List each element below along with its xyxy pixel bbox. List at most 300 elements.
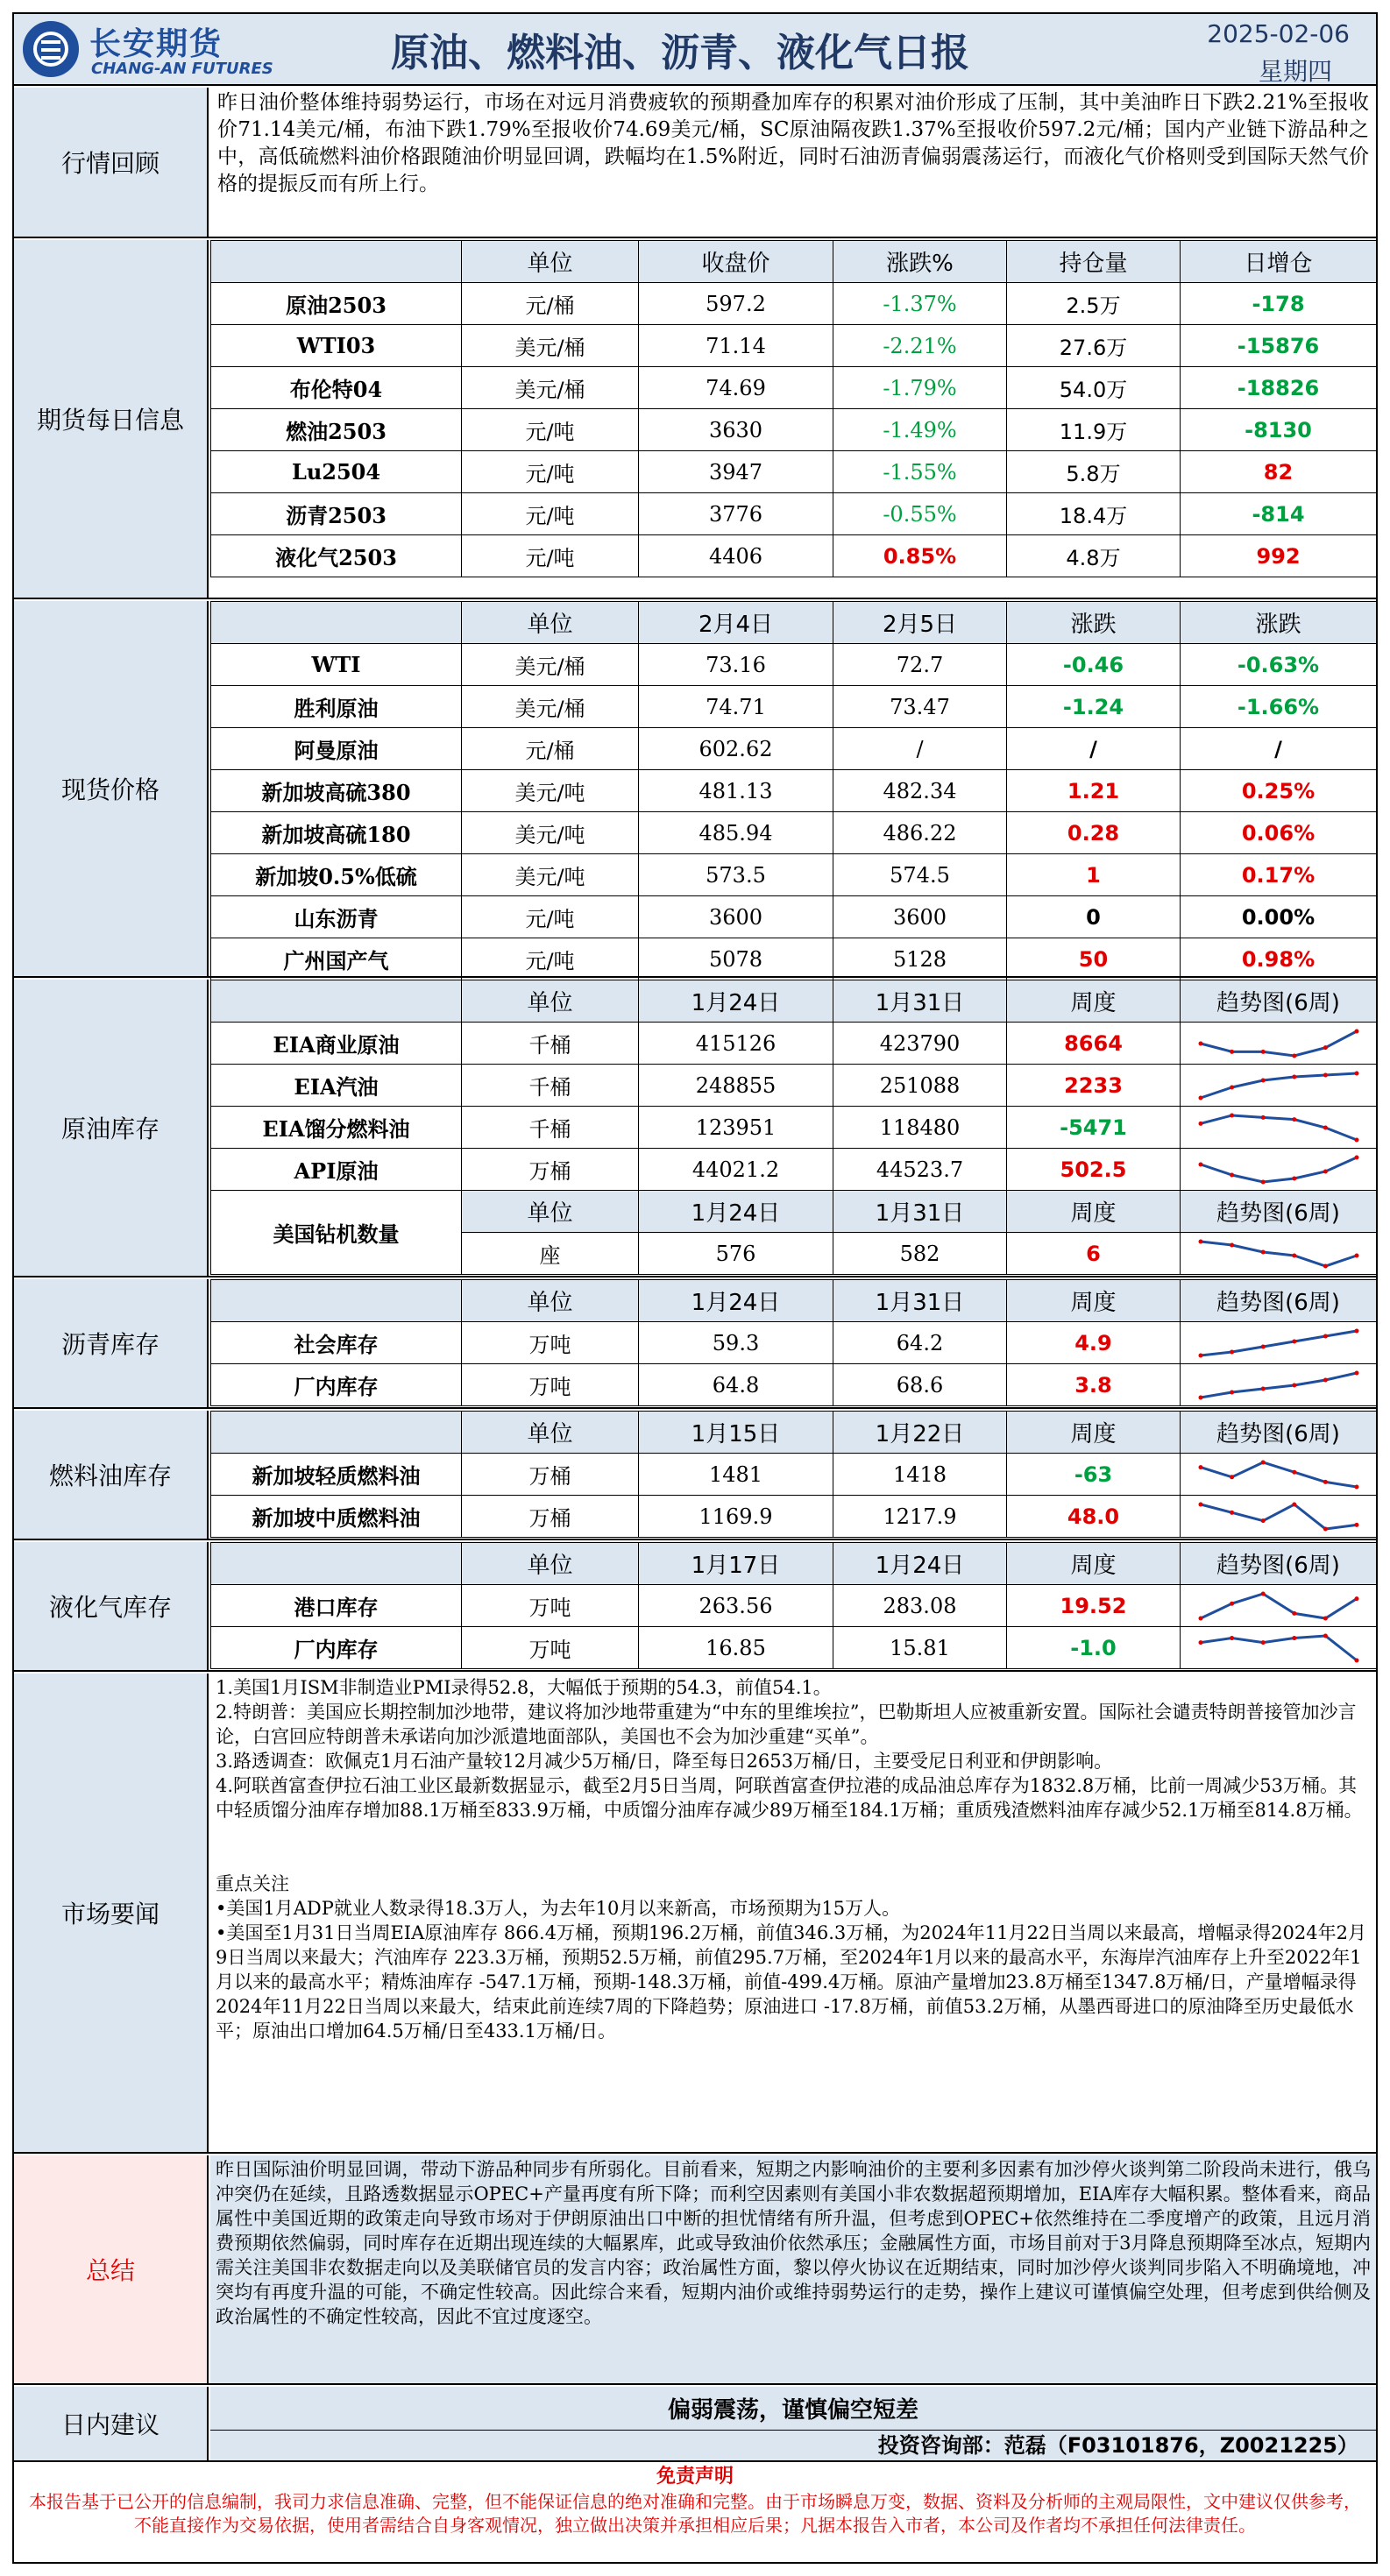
table-row xyxy=(211,325,1377,367)
sparkline-svg xyxy=(1195,1589,1362,1624)
unit-cell: 美元/桶 xyxy=(462,367,639,409)
price-day2: / xyxy=(833,728,1007,770)
inventory-name: 厂内库存 xyxy=(211,1364,462,1406)
open-interest: 11.9万 xyxy=(1007,409,1181,451)
inventory-week1: 44021.2 xyxy=(639,1149,833,1191)
section-label: 行情回顾 xyxy=(14,88,209,237)
column-header: 单位 xyxy=(462,1280,639,1322)
section-market-news xyxy=(14,1674,1376,2154)
sparkline-line xyxy=(1201,1462,1357,1487)
futures-table xyxy=(210,240,1377,577)
contract-name: 原油2503 xyxy=(211,283,462,325)
price-change: 1.21 xyxy=(1007,770,1181,812)
column-header: 趋势图(6周) xyxy=(1181,1543,1377,1585)
table-row xyxy=(211,1454,1377,1496)
price-day1: 73.16 xyxy=(639,644,833,686)
unit-cell: 美元/桶 xyxy=(462,686,639,728)
sparkline-point xyxy=(1260,1460,1265,1464)
sparkline-line xyxy=(1201,1504,1357,1529)
sparkline-point xyxy=(1323,1616,1327,1620)
change-percent: -0.55% xyxy=(833,493,1007,535)
inventory-week1: 1169.9 xyxy=(639,1496,833,1538)
daily-oi-change: -178 xyxy=(1181,283,1377,325)
sparkline-point xyxy=(1323,1125,1327,1129)
price-day2: 3600 xyxy=(833,896,1007,938)
sparkline-point xyxy=(1230,1113,1234,1117)
unit-cell: 万桶 xyxy=(462,1149,639,1191)
weekly-change: 19.52 xyxy=(1007,1585,1181,1627)
news-item: 1.美国1月ISM非制造业PMI录得52.8，大幅低于预期的54.3，前值54.1。 xyxy=(216,1677,832,1698)
column-header xyxy=(211,1543,462,1585)
column-header: 1月24日 xyxy=(833,1543,1007,1585)
sparkline-point xyxy=(1260,1115,1265,1119)
inventory-week1: 123951 xyxy=(639,1107,833,1149)
sparkline-line xyxy=(1201,1636,1357,1660)
inventory-week1: 1481 xyxy=(639,1454,833,1496)
table-row xyxy=(211,283,1377,325)
column-header: 周度 xyxy=(1007,980,1181,1023)
sparkline-point xyxy=(1198,1095,1202,1100)
column-header xyxy=(211,1280,462,1322)
price-change-percent: / xyxy=(1181,728,1377,770)
table-row xyxy=(211,644,1377,686)
report-title: 原油、燃料油、沥青、液化气日报 xyxy=(391,31,969,75)
inventory-week2: 44523.7 xyxy=(833,1149,1007,1191)
unit-cell: 元/桶 xyxy=(462,283,639,325)
inventory-name: EIA汽油 xyxy=(211,1065,462,1107)
table-row xyxy=(211,812,1377,854)
unit-cell: 元/吨 xyxy=(462,493,639,535)
inventory-week2: 118480 xyxy=(833,1107,1007,1149)
weekly-change: 4.9 xyxy=(1007,1322,1181,1364)
trend-sparkline xyxy=(1181,1149,1377,1191)
sparkline-point xyxy=(1292,1610,1296,1615)
open-interest: 4.8万 xyxy=(1007,535,1181,577)
sparkline-point xyxy=(1292,1502,1296,1506)
sparkline-point xyxy=(1198,1162,1202,1166)
sparkline-point xyxy=(1198,1041,1202,1045)
daily-oi-change: -8130 xyxy=(1181,409,1377,451)
column-header: 周度 xyxy=(1007,1191,1181,1233)
inventory-week2: 423790 xyxy=(833,1023,1007,1065)
contract-name: WTI03 xyxy=(211,325,462,367)
price-change: -1.24 xyxy=(1007,686,1181,728)
daily-oi-change: -15876 xyxy=(1181,325,1377,367)
column-header: 2月4日 xyxy=(639,602,833,644)
close-price: 3947 xyxy=(639,451,833,493)
inventory-name: 厂内库存 xyxy=(211,1627,462,1669)
close-price: 3630 xyxy=(639,409,833,451)
inventory-week1: 415126 xyxy=(639,1023,833,1065)
sparkline-point xyxy=(1354,1029,1358,1033)
logo-chinese-name: 长安期货 xyxy=(89,26,223,62)
sparkline-line xyxy=(1201,1031,1357,1056)
contract-name: 布伦特04 xyxy=(211,367,462,409)
sparkline-point xyxy=(1230,1172,1234,1177)
table-row xyxy=(211,1585,1377,1627)
column-header: 1月24日 xyxy=(639,1191,833,1233)
section-label: 原油库存 xyxy=(14,980,209,1276)
inventory-name: EIA商业原油 xyxy=(211,1023,462,1065)
trend-sparkline xyxy=(1181,1233,1377,1275)
inventory-week1: 248855 xyxy=(639,1065,833,1107)
sparkline-point xyxy=(1230,1390,1234,1394)
change-percent: 0.85% xyxy=(833,535,1007,577)
table-row xyxy=(211,367,1377,409)
consultant-info: 投资咨询部：范磊（F03101876，Z0021225） xyxy=(210,2431,1376,2460)
column-header: 1月31日 xyxy=(833,980,1007,1023)
unit-cell: 万桶 xyxy=(462,1496,639,1538)
sparkline-point xyxy=(1260,1249,1265,1254)
section-summary xyxy=(14,2155,1376,2385)
price-change-percent: -1.66% xyxy=(1181,686,1377,728)
trend-sparkline xyxy=(1181,1454,1377,1496)
sparkline-point xyxy=(1230,1475,1234,1479)
sparkline-line xyxy=(1201,1373,1357,1398)
unit-cell: 美元/吨 xyxy=(462,770,639,812)
sparkline-point xyxy=(1323,1263,1327,1268)
sparkline-svg xyxy=(1195,1368,1362,1403)
unit-cell: 美元/桶 xyxy=(462,325,639,367)
section-asphalt-inventory xyxy=(14,1279,1376,1409)
inventory-name: EIA馏分燃料油 xyxy=(211,1107,462,1149)
sparkline-point xyxy=(1354,1596,1358,1601)
unit-cell: 万吨 xyxy=(462,1585,639,1627)
sparkline-point xyxy=(1292,1053,1296,1058)
trend-sparkline xyxy=(1181,1065,1377,1107)
table-row xyxy=(211,409,1377,451)
company-logo-icon xyxy=(23,21,79,77)
sparkline-point xyxy=(1230,1636,1234,1640)
table-header-row xyxy=(211,241,1377,283)
sparkline-point xyxy=(1354,1253,1358,1257)
price-day1: 485.94 xyxy=(639,812,833,854)
column-header: 单位 xyxy=(462,1191,639,1233)
open-interest: 5.8万 xyxy=(1007,451,1181,493)
close-price: 3776 xyxy=(639,493,833,535)
price-day1: 5078 xyxy=(639,938,833,980)
column-header: 单位 xyxy=(462,602,639,644)
price-day2: 574.5 xyxy=(833,854,1007,896)
inventory-week2: 283.08 xyxy=(833,1585,1007,1627)
sparkline-point xyxy=(1260,1386,1265,1391)
report-weekday: 星期四 xyxy=(1258,57,1332,86)
column-header: 趋势图(6周) xyxy=(1181,1412,1377,1454)
section-lpg-inventory xyxy=(14,1542,1376,1672)
column-header: 单位 xyxy=(462,1543,639,1585)
table-row xyxy=(211,770,1377,812)
trend-sparkline xyxy=(1181,1496,1377,1538)
crude-inventory-table xyxy=(210,980,1377,1275)
sparkline-point xyxy=(1292,1074,1296,1079)
open-interest: 2.5万 xyxy=(1007,283,1181,325)
section-label: 燃料油库存 xyxy=(14,1411,209,1539)
weekly-change: 502.5 xyxy=(1007,1149,1181,1191)
sparkline-point xyxy=(1198,1465,1202,1469)
sparkline-point xyxy=(1198,1121,1202,1125)
spot-name: 新加坡高硫380 xyxy=(211,770,462,812)
section-futures-daily xyxy=(14,240,1376,599)
focus-item: •美国1月ADP就业人数录得18.3万人，为去年10月以来新高，市场预期为15万人。 xyxy=(216,1898,901,1919)
section-label: 液化气库存 xyxy=(14,1542,209,1670)
sparkline-point xyxy=(1292,1636,1296,1640)
weekly-change: 48.0 xyxy=(1007,1496,1181,1538)
column-header: 1月15日 xyxy=(639,1412,833,1454)
contract-name: 沥青2503 xyxy=(211,493,462,535)
inventory-name: 新加坡中质燃料油 xyxy=(211,1496,462,1538)
spot-name: 新加坡0.5%低硫 xyxy=(211,854,462,896)
spot-name: 胜利原油 xyxy=(211,686,462,728)
section-intraday-advice xyxy=(14,2387,1376,2462)
table-header-row xyxy=(211,1191,1377,1233)
weekly-change: -5471 xyxy=(1007,1107,1181,1149)
sparkline-point xyxy=(1292,1339,1296,1343)
column-header: 1月22日 xyxy=(833,1412,1007,1454)
section-label: 总结 xyxy=(14,2155,209,2383)
price-change-percent: 0.98% xyxy=(1181,938,1377,980)
sparkline-point xyxy=(1198,1640,1202,1645)
table-row xyxy=(211,1364,1377,1406)
sparkline-point xyxy=(1230,1085,1234,1089)
inventory-week2: 68.6 xyxy=(833,1364,1007,1406)
price-change: -0.46 xyxy=(1007,644,1181,686)
sparkline-svg xyxy=(1195,1110,1362,1145)
sparkline-point xyxy=(1260,1049,1265,1053)
table-header-row xyxy=(211,980,1377,1023)
sparkline-point xyxy=(1260,1518,1265,1523)
column-header: 涨跌% xyxy=(833,241,1007,283)
table-row xyxy=(211,686,1377,728)
column-header: 持仓量 xyxy=(1007,241,1181,283)
close-price: 597.2 xyxy=(639,283,833,325)
unit-cell: 座 xyxy=(462,1233,639,1275)
change-percent: -1.37% xyxy=(833,283,1007,325)
change-percent: -1.79% xyxy=(833,367,1007,409)
unit-cell: 千桶 xyxy=(462,1023,639,1065)
sparkline-line xyxy=(1201,1594,1357,1618)
section-market-review xyxy=(14,88,1376,238)
sparkline-point xyxy=(1323,1526,1327,1531)
summary-text: 昨日国际油价明显回调，带动下游品种同步有所弱化。目前看来，短期之内影响油价的主要利多因素有加沙停火谈判第二阶段尚未进行，俄乌冲突仍在延续，且路透数据显示OPEC+产量再度有所下降；而利空因素则有美国小非农数据超预期增加，EIA库存大幅积累。整体看来，商品属性中美国近期的政策走向导致市场对于伊朗原油出口中断的担忧情绪有所升温，但考虑到OPEC+依然维持在二季度增产的政策，且远月消费预期依然偏弱，同时库存在近期出现连续的大幅累库，此或导致油价依然承压；金融属性方面，市场目前对于3月降息预期降至冰点，短期内需关注美国非农数据走向以及美联储官员的发言内容；政治属性方面，黎以停火协议在近期结束，同时加沙停火谈判同步陷入不明确境地，冲突均有再度升温的可能，不确定性较高。因此综合来看，短期内油价或维持弱势运行的走势，操作上建议可谨慎偏空处理，但考虑到供给侧及政治属性的不确定性较高，因此不宜过度逐空。 xyxy=(216,2159,1371,2327)
sparkline-line xyxy=(1201,1331,1357,1355)
trend-sparkline xyxy=(1181,1627,1377,1669)
report-page xyxy=(12,12,1378,2564)
rig-count-week2: 582 xyxy=(833,1233,1007,1275)
column-header: 趋势图(6周) xyxy=(1181,1191,1377,1233)
spot-table xyxy=(210,601,1377,980)
weekly-change: -63 xyxy=(1007,1454,1181,1496)
table-row xyxy=(211,938,1377,980)
table-row xyxy=(211,451,1377,493)
trend-sparkline xyxy=(1181,1322,1377,1364)
sparkline-point xyxy=(1354,1522,1358,1526)
sparkline-point xyxy=(1198,1395,1202,1399)
column-header: 1月31日 xyxy=(833,1191,1007,1233)
sparkline-point xyxy=(1292,1176,1296,1180)
sparkline-point xyxy=(1198,1616,1202,1620)
logo-english-name: CHANG-AN FUTURES xyxy=(91,60,273,78)
column-header: 单位 xyxy=(462,241,639,283)
sparkline-point xyxy=(1323,1045,1327,1050)
sparkline-point xyxy=(1260,1179,1265,1184)
report-date: 2025-02-06 xyxy=(1207,19,1350,48)
section-label: 期货每日信息 xyxy=(14,240,209,598)
column-header: 周度 xyxy=(1007,1543,1181,1585)
spot-name: 山东沥青 xyxy=(211,896,462,938)
unit-cell: 元/吨 xyxy=(462,409,639,451)
sparkline-point xyxy=(1354,1328,1358,1333)
sparkline-svg xyxy=(1195,1236,1362,1271)
column-header: 1月31日 xyxy=(833,1280,1007,1322)
trend-sparkline xyxy=(1181,1585,1377,1627)
weekly-change: 6 xyxy=(1007,1233,1181,1275)
price-day1: 481.13 xyxy=(639,770,833,812)
disclaimer xyxy=(14,2464,1376,2562)
change-percent: -2.21% xyxy=(833,325,1007,367)
trend-sparkline xyxy=(1181,1023,1377,1065)
disclaimer-text: 本报告基于已公开的信息编制，我司力求信息准确、完整，但不能保证信息的绝对准确和完整。由于市场瞬息万变，数据、资料及分析师的主观局限性，文中建议仅供参考，不能直接作为交易依据，使用者需结合自身客观情况，独立做出决策并承担相应后果；凡据本报告入市者，本公司及作者均不承担任何法律责任。 xyxy=(29,2491,1361,2536)
unit-cell: 美元/吨 xyxy=(462,812,639,854)
column-header: 1月24日 xyxy=(639,980,833,1023)
table-row xyxy=(211,1107,1377,1149)
column-header: 趋势图(6周) xyxy=(1181,1280,1377,1322)
price-day2: 5128 xyxy=(833,938,1007,980)
sparkline-point xyxy=(1354,1484,1358,1489)
price-change: / xyxy=(1007,728,1181,770)
section-label: 市场要闻 xyxy=(14,1674,209,2152)
column-header: 日增仓 xyxy=(1181,241,1377,283)
table-row xyxy=(211,896,1377,938)
sparkline-svg xyxy=(1195,1326,1362,1361)
price-change-percent: 0.25% xyxy=(1181,770,1377,812)
column-header: 涨跌 xyxy=(1007,602,1181,644)
spot-name: 新加坡高硫180 xyxy=(211,812,462,854)
table-header-row xyxy=(211,602,1377,644)
close-price: 71.14 xyxy=(639,325,833,367)
table-row xyxy=(211,854,1377,896)
column-header: 收盘价 xyxy=(639,241,833,283)
table-row xyxy=(211,493,1377,535)
column-header: 周度 xyxy=(1007,1412,1181,1454)
inventory-week1: 16.85 xyxy=(639,1627,833,1669)
focus-title: 重点关注 xyxy=(216,1873,289,1894)
unit-cell: 万桶 xyxy=(462,1454,639,1496)
spot-name: 广州国产气 xyxy=(211,938,462,980)
price-day2: 72.7 xyxy=(833,644,1007,686)
table-row xyxy=(211,1149,1377,1191)
weekly-change: -1.0 xyxy=(1007,1627,1181,1669)
unit-cell: 美元/桶 xyxy=(462,644,639,686)
table-header-row xyxy=(211,1280,1377,1322)
sparkline-point xyxy=(1260,1591,1265,1596)
inventory-name: 社会库存 xyxy=(211,1322,462,1364)
table-row xyxy=(211,535,1377,577)
section-label: 现货价格 xyxy=(14,601,209,976)
table-row xyxy=(211,1023,1377,1065)
sparkline-point xyxy=(1230,1049,1234,1053)
section-label: 日内建议 xyxy=(14,2387,209,2460)
table-row xyxy=(211,1627,1377,1669)
table-row xyxy=(211,728,1377,770)
section-crude-inventory xyxy=(14,980,1376,1277)
table-header-row xyxy=(211,1543,1377,1585)
sparkline-point xyxy=(1198,1239,1202,1243)
sparkline-point xyxy=(1292,1383,1296,1387)
price-day2: 482.34 xyxy=(833,770,1007,812)
unit-cell: 万吨 xyxy=(462,1322,639,1364)
inventory-name: 港口库存 xyxy=(211,1585,462,1627)
sparkline-point xyxy=(1260,1640,1265,1645)
market-news-content xyxy=(210,1674,1376,2045)
column-header: 1月17日 xyxy=(639,1543,833,1585)
sparkline-point xyxy=(1323,1072,1327,1077)
inventory-week1: 263.56 xyxy=(639,1585,833,1627)
sparkline-point xyxy=(1323,1479,1327,1483)
price-change: 50 xyxy=(1007,938,1181,980)
inventory-name: 新加坡轻质燃料油 xyxy=(211,1454,462,1496)
sparkline-point xyxy=(1260,1078,1265,1082)
price-change: 1 xyxy=(1007,854,1181,896)
column-header xyxy=(211,980,462,1023)
sparkline-point xyxy=(1354,1155,1358,1159)
price-change-percent: 0.06% xyxy=(1181,812,1377,854)
unit-cell: 万吨 xyxy=(462,1627,639,1669)
unit-cell: 元/吨 xyxy=(462,535,639,577)
column-header: 1月24日 xyxy=(639,1280,833,1322)
table-row xyxy=(211,1496,1377,1538)
news-item: 2.特朗普：美国应长期控制加沙地带，建议将加沙地带重建为“中东的里维埃拉”，巴勒斯坦人应被重新安置。国际社会谴责特朗普接管加沙言论，白宫回应特朗普未承诺向加沙派遣地面部队，美国也不会为加沙重建“买单”。 xyxy=(216,1702,1357,1747)
rig-count-name: 美国钻机数量 xyxy=(211,1191,462,1275)
daily-oi-change: -18826 xyxy=(1181,367,1377,409)
price-day1: 602.62 xyxy=(639,728,833,770)
sparkline-point xyxy=(1198,1353,1202,1357)
lpg-inventory-table xyxy=(210,1542,1377,1669)
disclaimer-title: 免责声明 xyxy=(656,2466,734,2488)
sparkline-line xyxy=(1201,1157,1357,1182)
unit-cell: 千桶 xyxy=(462,1107,639,1149)
unit-cell: 元/吨 xyxy=(462,938,639,980)
sparkline-svg xyxy=(1195,1026,1362,1061)
price-day1: 573.5 xyxy=(639,854,833,896)
unit-cell: 美元/吨 xyxy=(462,854,639,896)
unit-cell: 万吨 xyxy=(462,1364,639,1406)
trend-sparkline xyxy=(1181,1364,1377,1406)
sparkline-point xyxy=(1323,1377,1327,1382)
inventory-week1: 59.3 xyxy=(639,1322,833,1364)
sparkline-point xyxy=(1354,1658,1358,1662)
column-header xyxy=(211,602,462,644)
sparkline-point xyxy=(1323,1169,1327,1173)
price-day2: 73.47 xyxy=(833,686,1007,728)
spot-name: 阿曼原油 xyxy=(211,728,462,770)
column-header: 单位 xyxy=(462,1412,639,1454)
inventory-week2: 15.81 xyxy=(833,1627,1007,1669)
sparkline-svg xyxy=(1195,1499,1362,1534)
unit-cell: 千桶 xyxy=(462,1065,639,1107)
price-day2: 486.22 xyxy=(833,812,1007,854)
column-header xyxy=(211,1412,462,1454)
sparkline-point xyxy=(1230,1242,1234,1247)
news-item: 4.阿联酋富查伊拉石油工业区最新数据显示，截至2月5日当周，阿联酋富查伊拉港的成品油总库存为1832.8万桶，比前一周减少53万桶。其中轻质馏分油库存增加88.1万桶至833.9万桶，中质馏分油库存减少89万桶至184.1万桶；重质残渣燃料油库存减少52.1万桶至814.8万桶。 xyxy=(216,1775,1363,1821)
sparkline-point xyxy=(1230,1601,1234,1605)
focus-item: •美国至1月31日当周EIA原油库存 866.4万桶，预期196.2万桶，前值346.3万桶，为2024年11月22日当周以来最高，增幅录得2024年2月9日当周以来最大；汽油库存 223.3万桶，预期52.5万桶，前值295.7万桶，至2024年1月以来的最高水平，东海岸汽油库存上升至2022年1月以来的最高水平；精炼油库存 -547.1万桶，预期-148.3万桶，前值-499.4万桶。原油产量增加23.8万桶至1347.8万桶/日，产量增幅录得2024年11月22日当周以来最大，结束此前连续7周的下降趋势；原油进口 -17.8万桶，前值53.2万桶，从墨西哥进口的原油降至历史最低水平；原油出口增加64.5万桶/日至433.1万桶/日。 xyxy=(216,1922,1366,2042)
unit-cell: 元/桶 xyxy=(462,728,639,770)
sparkline-point xyxy=(1260,1344,1265,1348)
table-row xyxy=(211,1065,1377,1107)
section-fuel-oil-inventory xyxy=(14,1411,1376,1540)
daily-oi-change: -814 xyxy=(1181,493,1377,535)
section-label: 沥青库存 xyxy=(14,1279,209,1407)
